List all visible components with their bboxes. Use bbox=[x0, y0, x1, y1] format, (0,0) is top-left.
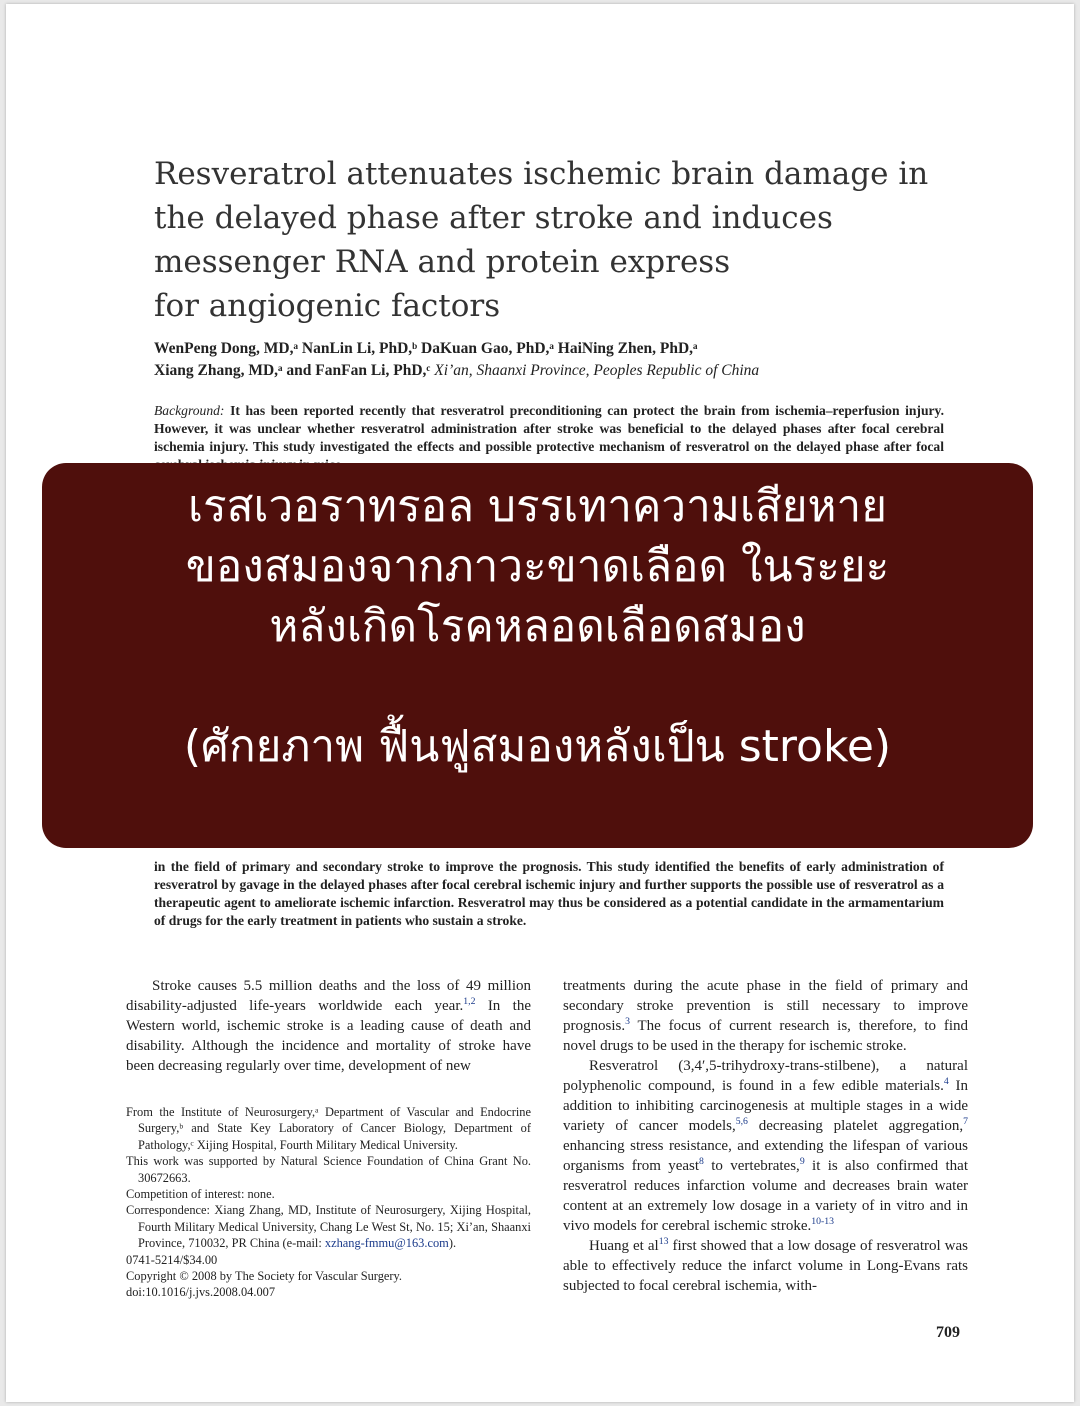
citation: 9 bbox=[799, 1156, 805, 1167]
body-paragraph: Stroke causes 5.5 million deaths and the loss of 49 million disability-adjusted life-years worldwide each year.$^{1,2}$ In the Western world, ischemic stroke is a leading cause of death and disability. Although the incidence and mortality of stroke have been decreasing regularly over time, development of new bbox=[126, 978, 531, 1074]
title-line: Resveratrol attenuates ischemic brain damage in bbox=[154, 156, 929, 192]
footnote-issn: 0741-5214/$34.00 bbox=[126, 1252, 218, 1267]
page-number: 709 bbox=[936, 1324, 960, 1341]
footnotes bbox=[126, 1104, 531, 1301]
citation: 4 bbox=[943, 1076, 949, 1087]
footnote-funding: This work was supported by Natural Science Foundation of China Grant No. 30672663. bbox=[126, 1154, 531, 1185]
banner-line-2: ของสมองจากภาวะขาดเลือด ในระยะ bbox=[185, 541, 890, 592]
author-location: Xi’an, Shaanxi Province, Peoples Republic of China bbox=[434, 362, 760, 379]
authors-line-1: WenPeng Dong, MD,ᵃ NanLin Li, PhD,ᵇ DaKuan Gao, PhD,ᵃ HaiNing Zhen, PhD,ᵃ bbox=[154, 340, 698, 357]
body-column-right bbox=[563, 976, 968, 1296]
author-list bbox=[154, 338, 954, 382]
banner-line-1: เรสเวอราทรอล บรรเทาความเสียหาย bbox=[187, 481, 887, 532]
banner-line-4: (ศักยภาพ ฟื้นฟูสมองหลังเป็น stroke) bbox=[183, 721, 892, 772]
citation: 8 bbox=[699, 1156, 704, 1167]
abstract-text: It has been reported recently that resveratrol preconditioning can protect the brain from ischemia–reperfusion injury. However, it was unclear whether resveratrol administration after stroke was beneficial to the delayed phases after focal cerebral ischemia injury. This study investigated the effects and possible protective mechanism of resveratrol on the delayed phase after focal bbox=[154, 403, 944, 454]
footnote-correspondence: Correspondence: Xiang Zhang, MD, Institute of Neurosurgery, Xijing Hospital, Fourth Military Medical University, Chang Le West St, No. 15; Xi’an, Shaanxi Province, 710032, PR China (e-mail: xzhang-fmmu@163.com). bbox=[126, 1203, 531, 1251]
email-link[interactable]: xzhang-fmmu@163.com bbox=[324, 1236, 449, 1251]
footnote-affiliation: From the Institute of Neurosurgery,ᵃ Department of Vascular and Endocrine Surgery,ᵇ and State Key Laboratory of Cancer Biology, Department of Pathology,ᶜ Xijing Hospital, Fourth Military Medical University. bbox=[126, 1105, 531, 1152]
footnote-competition: Competition of interest: none. bbox=[126, 1187, 275, 1202]
abstract-bottom: in the field of primary and secondary stroke to improve the prognosis. This study identified the benefits of early administration of resveratrol by gavage in the delayed phases after focal cerebral ischemic injury and further supports the possible use of resveratrol as a therapeutic agent to ameliorate ischemic infarction. Resveratrol may thus be considered as a potential candidate in the armamentarium of drugs for the early treatment in patients who sustain a stroke. bbox=[154, 859, 944, 928]
footnote-doi: doi:10.1016/j.jvs.2008.04.007 bbox=[126, 1285, 276, 1300]
footnote-copyright: Copyright © 2008 by The Society for Vascular Surgery. bbox=[126, 1269, 403, 1284]
body-paragraph: Resveratrol (3,4′,5-trihydroxy-trans-stilbene), a natural polyphenolic compound, is found in a few edible materials.$^4$ In addition to inhibiting carcinogenesis at multiple stages in a wide variety of cancer models,$^{5,6}$ decreasing platelet aggregation,$^7$ enhancing stress resistance, and extending the lifespan of various organisms from yeast$^8$ to vertebrates,$^9$ it is also confirmed that resveratrol reduces infarction volume and decreases brain water content at an extremely low dosage in a variety of in vitro and in vivo models for cerebral ischemic stroke.$^{10-13}$ bbox=[563, 1058, 968, 1234]
citation: 1,2 bbox=[463, 996, 476, 1007]
citation: 13 bbox=[658, 1236, 669, 1247]
citation: 3 bbox=[625, 1016, 630, 1027]
title-line: for angiogenic factors bbox=[154, 288, 501, 324]
authors-names: Xiang Zhang, MD,ᵃ and FanFan Li, PhD,ᶜ bbox=[154, 362, 431, 379]
body-paragraph: Huang et al$^{13}$ first showed that a low dosage of resveratrol was able to effectively reduce the infarct volume in Long-Evans rats subjected to focal cerebral ischemia, with- bbox=[563, 1236, 969, 1294]
thai-caption-banner bbox=[42, 463, 1033, 848]
citation: 10-13 bbox=[811, 1216, 834, 1227]
banner-line-3: หลังเกิดโรคหลอดเลือดสมอง bbox=[269, 601, 806, 652]
body-paragraph: treatments during the acute phase in the field of primary and secondary stroke prevention is still necessary to improve prognosis.$^3$ The focus of current research is, therefore, to find novel drugs to be used in the therapy for ischemic stroke. bbox=[563, 978, 968, 1054]
citation: 5,6 bbox=[735, 1116, 748, 1127]
body-column-left bbox=[126, 976, 531, 1076]
abstract-label: Background: bbox=[154, 403, 225, 418]
authors-line-2 bbox=[154, 360, 954, 382]
banner-spacer bbox=[42, 657, 1033, 717]
paper-title bbox=[154, 152, 954, 328]
title-line: messenger RNA and protein express bbox=[154, 244, 731, 280]
citation: 7 bbox=[963, 1116, 968, 1127]
title-line: the delayed phase after stroke and induces bbox=[154, 200, 833, 236]
